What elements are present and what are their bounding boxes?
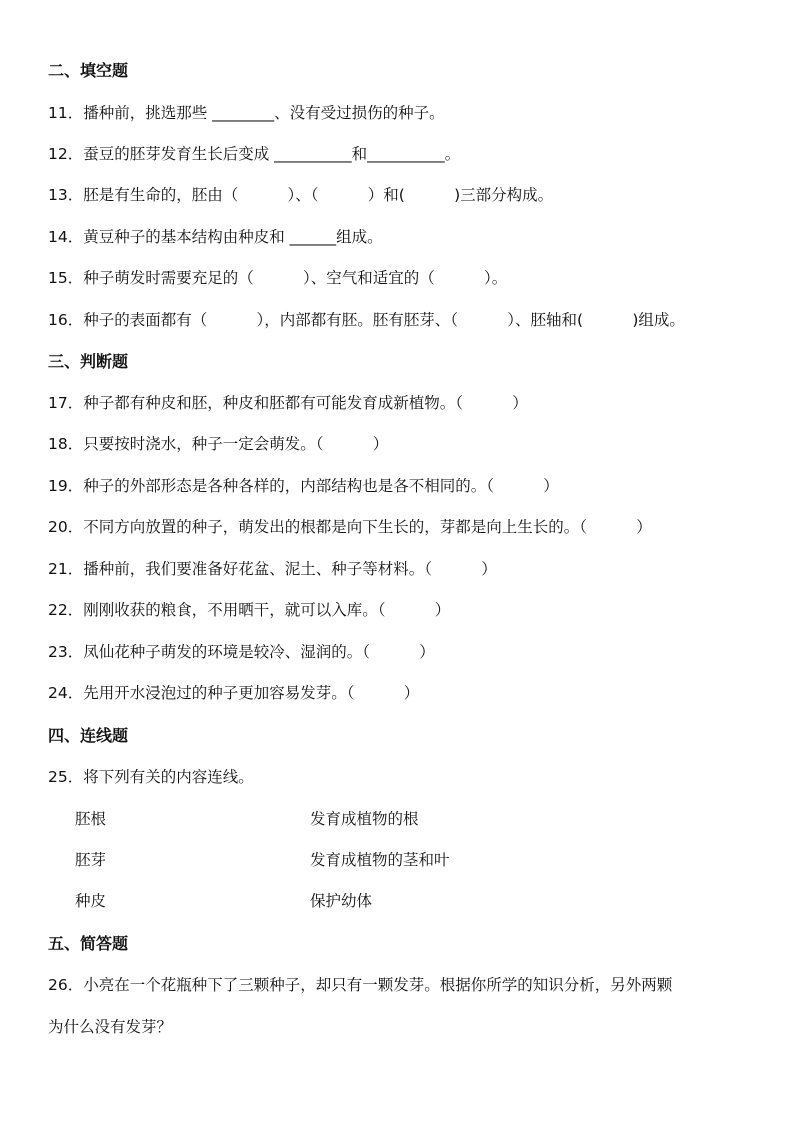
- question-11: 11．播种前，挑选那些 ________、没有受过损伤的种子。: [48, 104, 445, 122]
- section-heading-matching: 四、连线题: [48, 726, 129, 745]
- question-14: 14．黄豆种子的基本结构由种皮和 ______组成。: [48, 228, 383, 246]
- question-12: 12．蚕豆的胚芽发育生长后变成 __________和__________。: [48, 145, 461, 163]
- match-left-item: 种皮: [75, 892, 107, 910]
- section-heading-fill-blank: 二、填空题: [48, 61, 129, 80]
- question-20: 20．不同方向放置的种子，萌发出的根都是向下生长的，芽都是向上生长的。（ ）: [48, 518, 652, 536]
- question-13: 13．胚是有生命的，胚由（ ）、（ ）和( )三部分构成。: [48, 186, 554, 204]
- question-26-line-1: 26．小亮在一个花瓶种下了三颗种子，却只有一颗发芽。根据你所学的知识分析，另外两颗: [48, 976, 673, 994]
- match-left-item: 胚芽: [75, 851, 107, 869]
- question-24: 24．先用开水浸泡过的种子更加容易发芽。（ ）: [48, 684, 420, 702]
- question-17: 17．种子都有种皮和胚，种皮和胚都有可能发育成新植物。（ ）: [48, 394, 528, 412]
- match-right-item: 保护幼体: [310, 892, 373, 910]
- question-22: 22．刚刚收获的粮食，不用晒干，就可以入库。（ ）: [48, 601, 451, 619]
- section-heading-short-answer: 五、简答题: [48, 934, 129, 953]
- question-26-line-2: 为什么没有发芽？: [48, 1018, 173, 1036]
- question-25: 25．将下列有关的内容连线。: [48, 768, 254, 786]
- question-16: 16．种子的表面都有（ ），内部都有胚。胚有胚芽、（ ）、胚轴和( )组成。: [48, 311, 685, 329]
- section-heading-true-false: 三、判断题: [48, 352, 129, 371]
- match-right-item: 发育成植物的根: [310, 810, 419, 828]
- question-19: 19．种子的外部形态是各种各样的，内部结构也是各不相同的。（ ）: [48, 477, 559, 495]
- question-23: 23．凤仙花种子萌发的环境是较冷、湿润的。（ ）: [48, 643, 435, 661]
- question-18: 18．只要按时浇水，种子一定会萌发。（ ）: [48, 435, 389, 453]
- match-left-item: 胚根: [75, 810, 107, 828]
- question-21: 21．播种前，我们要准备好花盆、泥土、种子等材料。（ ）: [48, 560, 497, 578]
- question-15: 15．种子萌发时需要充足的（ ）、空气和适宜的（ ）。: [48, 269, 508, 287]
- match-right-item: 发育成植物的茎和叶: [310, 851, 450, 869]
